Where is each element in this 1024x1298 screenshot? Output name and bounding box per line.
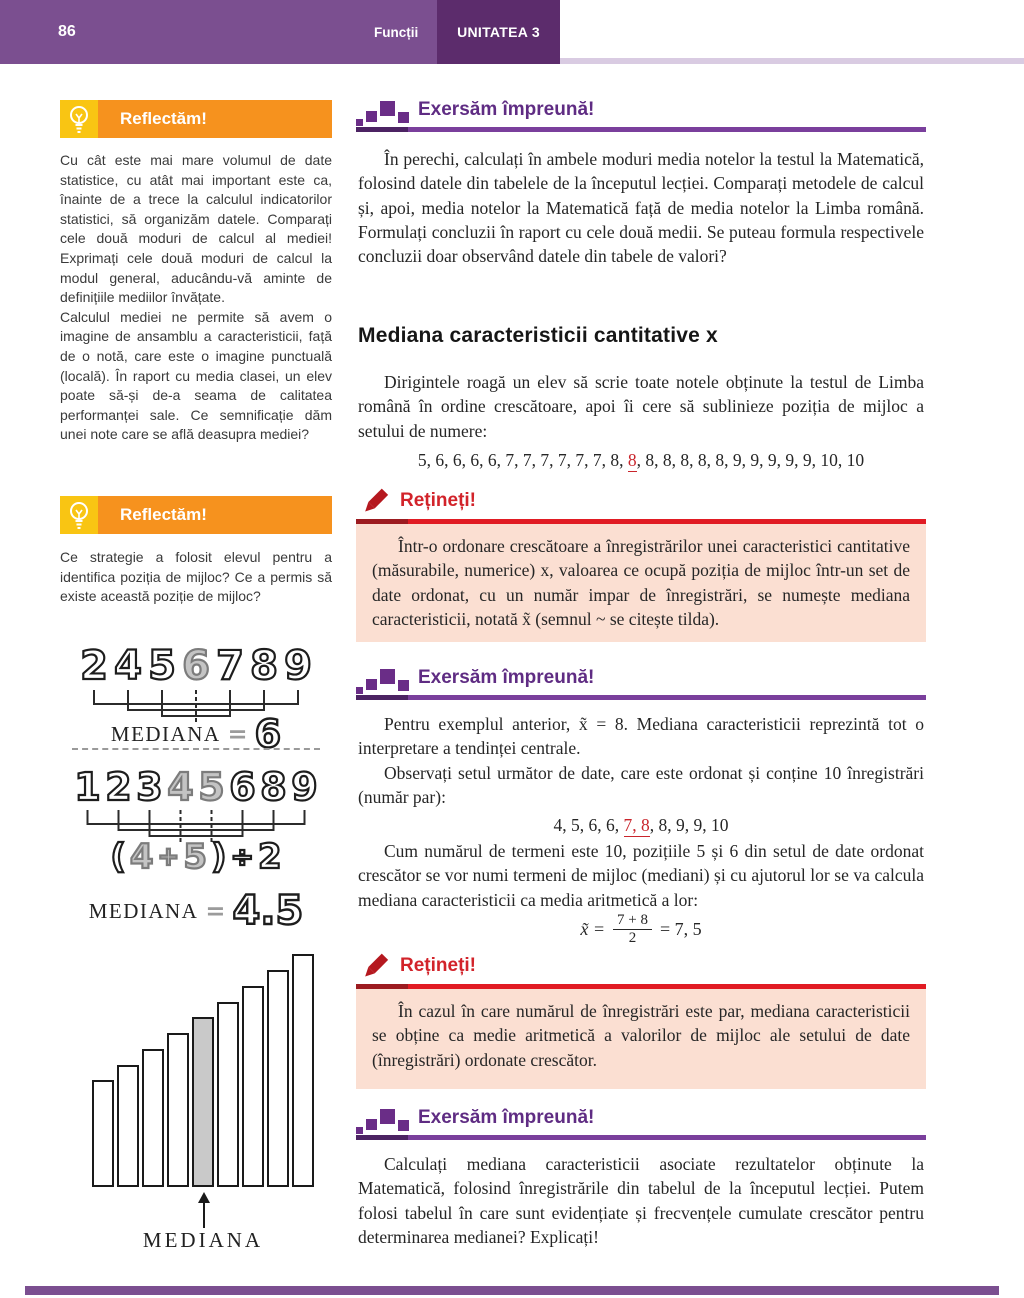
header-accent-line xyxy=(560,58,1024,64)
reflect-box-1 xyxy=(60,100,332,138)
exercise-header-3: Exersăm împreună! xyxy=(418,1107,595,1128)
blocks-icon xyxy=(356,98,410,128)
median-calculation-paragraph xyxy=(358,839,924,912)
digit: 1 xyxy=(74,765,101,809)
median-bar-chart xyxy=(92,953,318,1187)
median-intro-paragraph xyxy=(358,370,924,443)
digit: 6 xyxy=(229,765,256,809)
reflect-box-2 xyxy=(60,496,332,534)
footer-bar xyxy=(25,1286,999,1295)
mediana-equals-45 xyxy=(60,888,332,934)
median-highlight: 8 xyxy=(627,450,637,470)
remember-text: În cazul în care numărul de înregistrări este par, mediana caracteristicii se obține ca medie aritmetică a valorilor de mijloc ale setului de date (înregistrări) ordonate crescător. xyxy=(372,1001,910,1070)
median-diagram-even-digits xyxy=(72,766,320,808)
bar xyxy=(292,954,314,1187)
paren-open: ( xyxy=(110,837,126,877)
reflect-title: Reflectăm! xyxy=(98,496,332,534)
reflect-paragraph: Cu cât este mai mare volumul de date statistice, cu atât mai important este ca, înainte de a trece la calculul indicatorilor statistici, să organizăm datele. Comparați cele două moduri de calcul al mediei! Exprimați cele două moduri de calcul la modul general, aducându-vă aminte de definițiile mediilor învățate. xyxy=(60,152,332,306)
bar-chart-median-label: MEDIANA xyxy=(142,1228,264,1252)
median-diagram-odd-digits xyxy=(77,644,315,688)
remember-text: Într-o ordonare crescătoare a înregistrărilor unei caracteristici cantitative (măsurabile, numerice) x, valoarea ce ocupă poziția de mijloc într-un set de date ordonat, cu un număr impar de înregistrări, se numește mediana caracteristicii, notată x̃ (semnul ~ se citește tilda). xyxy=(372,536,910,629)
page-number: 86 xyxy=(58,23,76,40)
median-value: 6 xyxy=(254,712,282,756)
median-formula xyxy=(358,912,924,947)
mediana-word: MEDIANA xyxy=(110,721,221,746)
header-section-title: Funcții xyxy=(374,25,419,40)
digit: 8 xyxy=(260,765,287,809)
equals-sign: = xyxy=(227,720,248,748)
plus-sign: + xyxy=(157,842,180,872)
formula-lhs: x̃ = xyxy=(580,919,605,939)
paragraph: Observați setul următor de date, care este ordonat și conține 10 înregistrări (număr par): xyxy=(358,762,924,807)
digit: 8 xyxy=(250,643,278,689)
median-highlight: 7, 8 xyxy=(623,815,650,835)
purple-rule xyxy=(356,127,926,132)
dashed-divider xyxy=(72,748,320,750)
digit-median: 4 xyxy=(167,765,194,809)
lightbulb-icon xyxy=(60,496,98,534)
ordered-data-sequence-1 xyxy=(358,450,924,471)
digit: 2 xyxy=(105,765,132,809)
blocks-icon xyxy=(356,1106,410,1136)
ordered-data-sequence-2 xyxy=(358,815,924,836)
reflect-title: Reflectăm! xyxy=(98,100,332,138)
bar xyxy=(267,970,289,1187)
paragraph: Dirigintele roagă un elev să scrie toate notele obținute la testul de Limba română în ordine crescătoare, apoi îi cere să sublinieze poziția de mijloc a setului de numere: xyxy=(358,372,924,441)
fraction-numerator: 7 + 8 xyxy=(613,912,652,930)
remember-header-2: Rețineți! xyxy=(400,955,476,976)
sequence-text: , 8, 9, 9, 10 xyxy=(649,815,729,835)
digit-median: 5 xyxy=(183,837,207,877)
paragraph: Calculați mediana caracteristicii asociate rezultatelor obținute la Matematică, folosind înregistrările din tabelul de la începutul lecției. Putem folosi tabelul în care sunt evidențiate și frecvențele cumulate crescător pentru determinarea medianei? Explicați! xyxy=(358,1154,924,1247)
digit: 9 xyxy=(291,765,318,809)
blocks-icon xyxy=(356,666,410,696)
even-median-formula xyxy=(60,838,332,876)
arrow-up-icon xyxy=(193,1192,215,1228)
median-value: 4.5 xyxy=(232,888,304,934)
paragraph: Pentru exemplul anterior, x̃ = 8. Mediana caracteristicii reprezintă tot o interpretare a tendinței centrale. xyxy=(358,714,924,759)
digit: 2 xyxy=(80,643,108,689)
sequence-text: 5, 6, 6, 6, 6, 7, 7, 7, 7, 7, 7, 8, xyxy=(417,450,628,470)
equals-sign: = xyxy=(205,897,226,925)
pencil-icon xyxy=(358,486,390,518)
divide-sign: ÷ xyxy=(230,840,255,873)
reflect-paragraph: Calculul mediei ne permite să avem o imagine de ansamblu a caracteristicii, față de o notă, care este o imagine punctuală (locală). În raport cu media clasei, un elev poate să-și de-a seama de calitatea performanței sale. Ce semnificație dăm unei note care se află deasupra mediei? xyxy=(60,308,332,443)
unit-badge xyxy=(437,0,560,64)
sequence-text: 4, 5, 6, 6, xyxy=(553,815,624,835)
digit-median: 6 xyxy=(182,643,210,689)
remember-box-2 xyxy=(356,989,926,1089)
sequence-text: , 8, 8, 8, 8, 8, 9, 9, 9, 9, 9, 10, 10 xyxy=(636,450,865,470)
mediana-word: MEDIANA xyxy=(88,898,199,923)
reflect-body-2 xyxy=(60,548,332,607)
digit-median: 4 xyxy=(129,837,154,877)
median-bar xyxy=(192,1017,214,1187)
purple-rule xyxy=(356,695,926,700)
digit: 7 xyxy=(216,643,244,689)
paragraph: Cum numărul de termeni este 10, pozițiile 5 și 6 din setul de date ordonat crescător se vor numi termeni de mijloc (mediani) și cu ajutorul lor se va calcula mediana caracteristicii ca media aritmetică a lor: xyxy=(358,841,924,910)
reflect-body-1 xyxy=(60,151,332,445)
reflect-paragraph: Ce strategie a folosit elevul pentru a identifica poziția de mijloc? Ce a permis să existe această poziție de mijloc? xyxy=(60,549,332,605)
bar xyxy=(167,1033,189,1187)
digit-median: 5 xyxy=(198,765,225,809)
fraction xyxy=(613,912,652,947)
bar xyxy=(242,986,264,1187)
formula-result: = 7, 5 xyxy=(659,919,702,939)
unit-badge-label: UNITATEA 3 xyxy=(457,24,540,40)
bar xyxy=(117,1065,139,1187)
exercise-header-2: Exersăm împreună! xyxy=(418,667,595,688)
pencil-icon xyxy=(358,951,390,983)
paren-close: ) xyxy=(211,837,227,877)
remember-box-1 xyxy=(356,524,926,642)
exercise-3-paragraph xyxy=(358,1152,924,1249)
paragraph: În perechi, calculați în ambele moduri media notelor la testul la Matematică, folosind datele din tabelele de la începutul lecției. Comparați metodele de calcul și, apoi, media notelor la Matematică față de media notelor la Limba română. Formulați concluzii în raport cu cele două medii. Se puteau formula respectivele concluzii doar observând datele din tabele de valori? xyxy=(358,149,924,267)
exercise-header-1: Exersăm împreună! xyxy=(418,99,595,120)
digit: 9 xyxy=(284,643,312,689)
bar xyxy=(217,1002,239,1187)
digit: 3 xyxy=(136,765,163,809)
bar xyxy=(142,1049,164,1187)
digit: 5 xyxy=(148,643,176,689)
exercise-1-paragraph xyxy=(358,147,924,268)
lightbulb-icon xyxy=(60,100,98,138)
remember-header-1: Rețineți! xyxy=(400,490,476,511)
bar xyxy=(92,1080,114,1187)
purple-rule xyxy=(356,1135,926,1140)
fraction-denominator: 2 xyxy=(628,930,637,946)
exercise-2-paragraphs xyxy=(358,712,924,809)
section-heading: Mediana caracteristicii cantitative x xyxy=(358,324,718,347)
digit: 2 xyxy=(258,837,282,877)
digit: 4 xyxy=(114,643,142,689)
